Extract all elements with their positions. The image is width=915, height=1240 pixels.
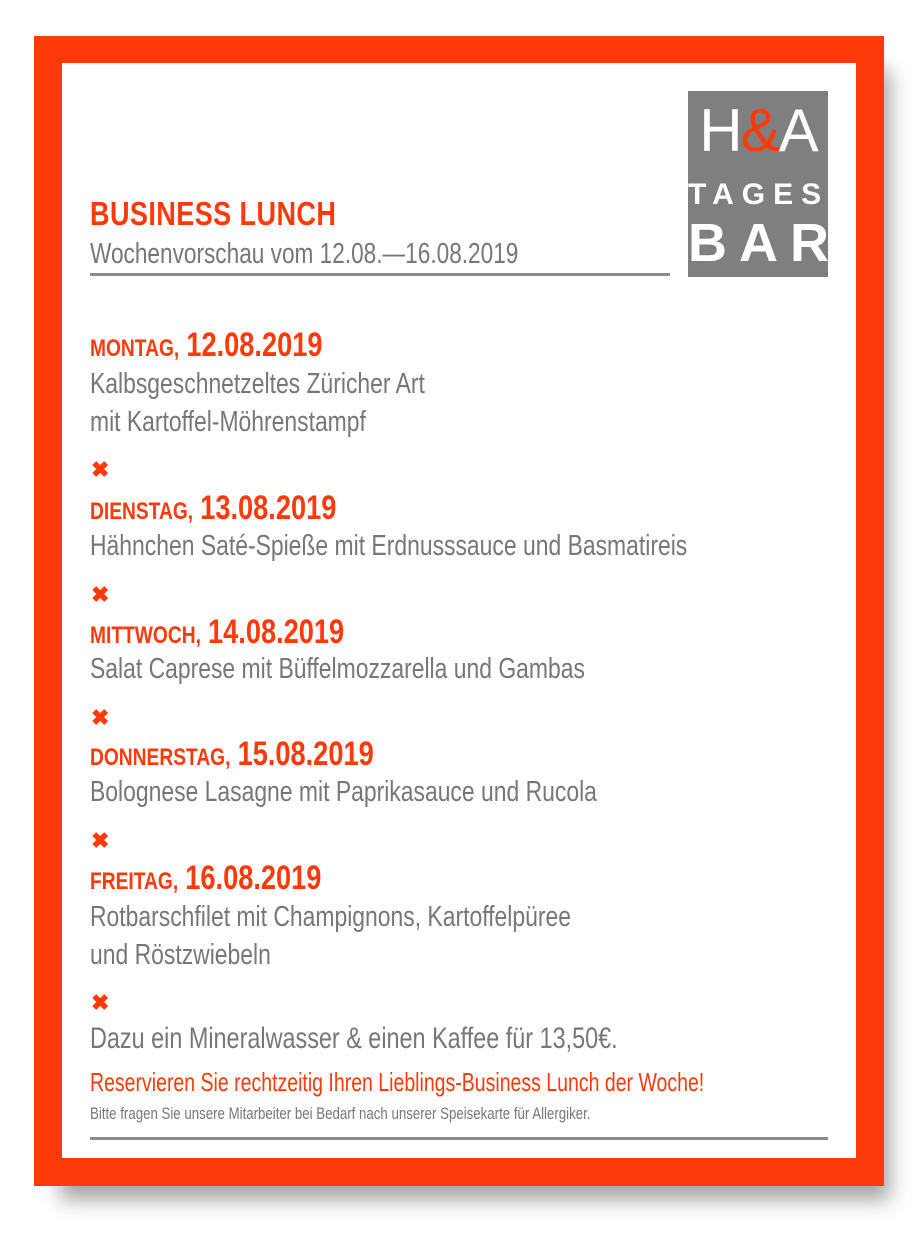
day-date: 14.08.2019: [208, 613, 345, 651]
day-date: 16.08.2019: [185, 859, 322, 897]
cross-icon: ✖: [91, 582, 110, 607]
header-divider: [90, 273, 670, 276]
day-name: DONNERSTAG,: [90, 744, 231, 771]
cross-icon: ✖: [91, 705, 110, 730]
allergy-note: Bitte fragen Sie unsere Mitarbeiter bei Bedarf nach unserer Speisekarte für Allergiker.: [90, 1104, 591, 1123]
brand-logo: [688, 91, 841, 277]
page-title: BUSINESS LUNCH: [90, 195, 337, 232]
day-heading-monday: [90, 326, 322, 365]
footer-divider: [90, 1137, 828, 1140]
day-heading-thursday: [90, 735, 374, 774]
dish-tuesday-line1: Hähnchen Saté-Spieße mit Erdnusssauce und Basmatireis: [90, 530, 688, 562]
day-name: MONTAG,: [90, 335, 180, 362]
logo-bar: BAR: [688, 213, 841, 273]
day-date: 15.08.2019: [237, 735, 374, 773]
day-heading-wednesday: [90, 613, 344, 652]
day-name: MITTWOCH,: [90, 622, 201, 649]
dish-wednesday-line1: Salat Caprese mit Büffelmozzarella und Gambas: [90, 653, 585, 685]
cross-icon: ✖: [91, 457, 110, 482]
week-subtitle: Wochenvorschau vom 12.08.—16.08.2019: [90, 238, 519, 270]
day-date: 12.08.2019: [186, 326, 323, 364]
dish-friday-line1: Rotbarschfilet mit Champignons, Kartoffelpüree: [90, 901, 571, 933]
dish-thursday-line1: Bolognese Lasagne mit Paprikasauce und Rucola: [90, 776, 597, 808]
logo-tages: TAGES: [688, 178, 830, 211]
dish-monday-line2: mit Kartoffel-Möhrenstampf: [90, 406, 366, 438]
day-heading-tuesday: [90, 489, 336, 528]
drinks-note: Dazu ein Mineralwasser & einen Kaffee für 13,50€.: [90, 1022, 618, 1055]
reservation-note: Reservieren Sie rechtzeitig Ihren Lieblings-Business Lunch der Woche!: [90, 1067, 705, 1097]
day-heading-friday: [90, 859, 321, 898]
dish-monday-line1: Kalbsgeschnetzeltes Züricher Art: [90, 368, 425, 400]
cross-icon: ✖: [91, 828, 110, 853]
logo-ampersand: &: [740, 97, 779, 164]
day-date: 13.08.2019: [200, 489, 337, 527]
logo-ha: H&A: [699, 97, 817, 164]
day-name: DIENSTAG,: [90, 498, 194, 525]
cross-icon: ✖: [91, 990, 110, 1015]
day-name: FREITAG,: [90, 868, 179, 895]
dish-friday-line2: und Röstzwiebeln: [90, 939, 271, 971]
